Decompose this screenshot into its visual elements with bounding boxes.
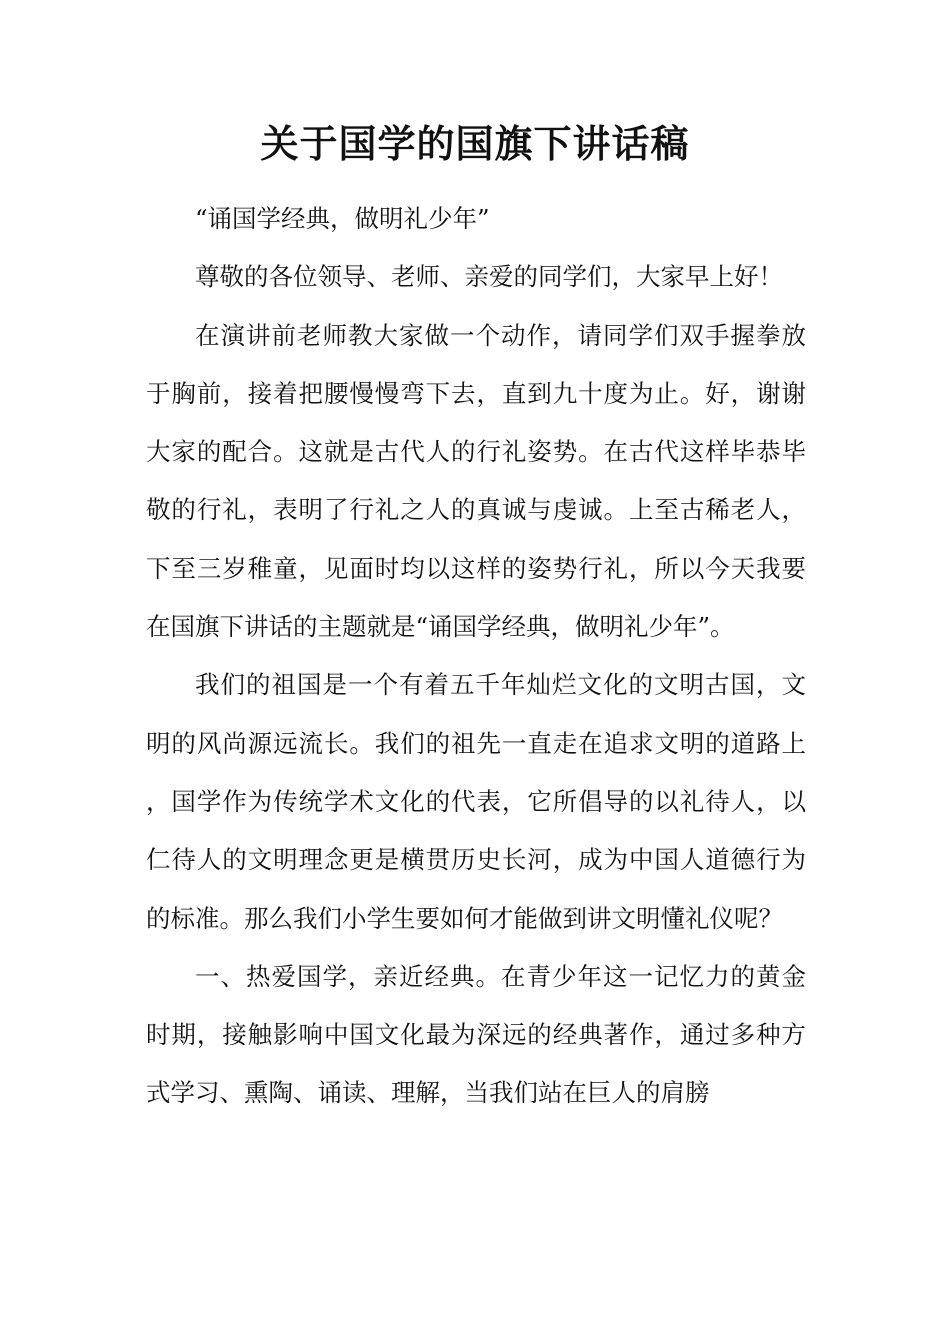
document-body [146, 190, 806, 1123]
paragraph-opening: 在演讲前老师教大家做一个动作，请同学们双手握拳放于胸前，接着把腰慢慢弯下去，直到九十度为止。好，谢谢大家的配合。这就是古代人的行礼姿势。在古代这样毕恭毕敬的行礼，表明了行礼之人的真诚与虔诚。上至古稀老人，下至三岁稚童，见面时均以这样的姿势行礼，所以今天我要在国旗下讲话的主题就是“诵国学经典，做明礼少年”。 [146, 320, 806, 642]
document-title: 关于国学的国旗下讲话稿 [260, 121, 690, 166]
paragraph-slogan: “诵国学经典，做明礼少年” [195, 204, 490, 233]
paragraph-point-one: 一、热爱国学，亲近经典。在青少年这一记忆力的黄金时期，接触影响中国文化最为深远的经典著作，通过多种方式学习、熏陶、诵读、理解，当我们站在巨人的肩膀 [146, 961, 806, 1108]
paragraph-civilization: 我们的祖国是一个有着五千年灿烂文化的文明古国，文明的风尚源远流长。我们的祖先一直走在追求文明的道路上，国学作为传统学术文化的代表，它所倡导的以礼待人，以仁待人的文明理念更是横贯历史长河，成为中国人道德行为的标准。那么我们小学生要如何才能做到讲文明懂礼仪呢？ [146, 670, 806, 933]
paragraph-greeting: 尊敬的各位领导、老师、亲爱的同学们，大家早上好！ [195, 262, 783, 292]
